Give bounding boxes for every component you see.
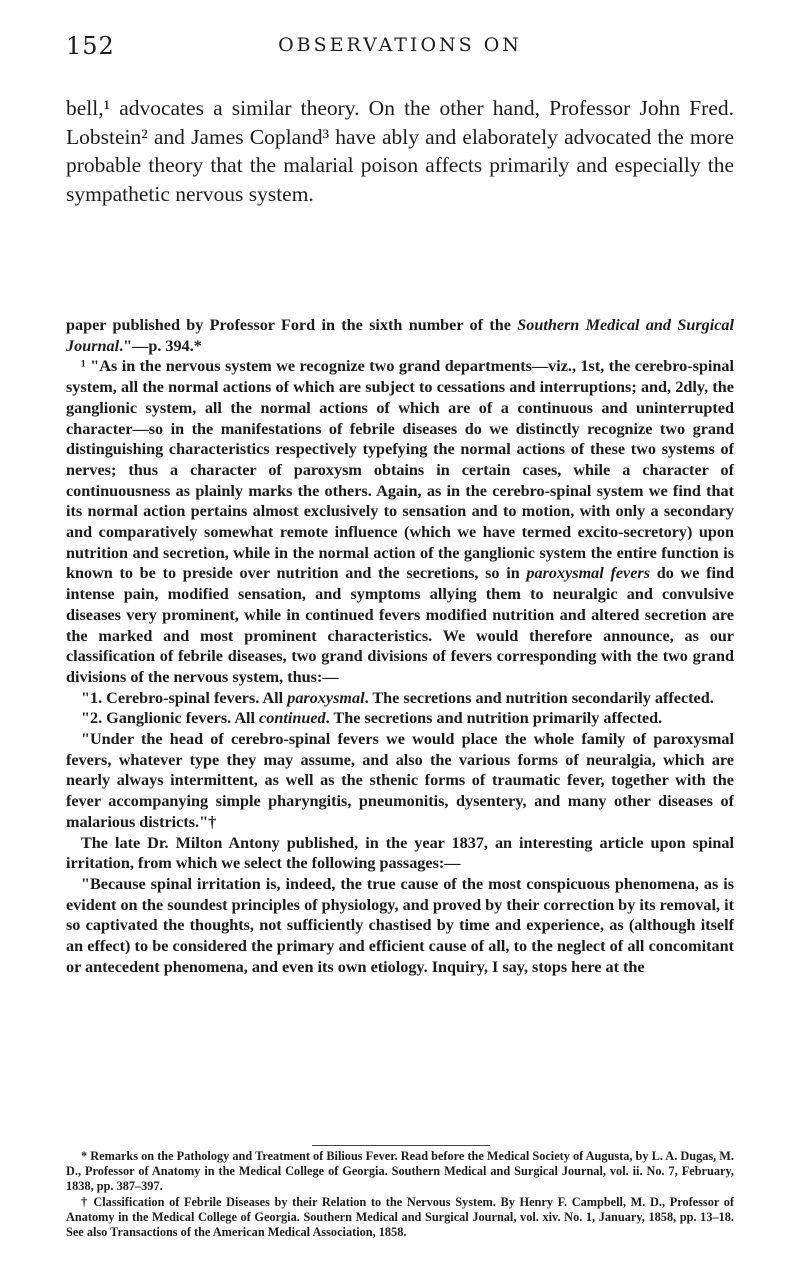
note-1-text-a: ¹ "As in the nervous system we recognize two grand departments—viz., 1st, the cerebro-spinal system, all the normal actions of which are subject to cessations and interruptions; and, 2dly, the ganglionic system, all the normal actions of which are of a continuous and uninterrupted character—so in the manifestations of febrile diseases do we distinctly recognize two grand distinguishing characteristics respectively typefying the normal actions of these two systems of nerves; thus a character of paroxysm obtains in certain cases, while a character of continuousness as plainly marks the others. Again, as in the cerebro-spinal system we find that its normal action pertains almost exclusively to sensation and to motion, with only a secondary and comparatively somewhat remote influence (which we have termed excito-secretory) upon nutrition and secretion, while in the normal action of the ganglionic system the entire function is known to be to preside over nutrition and the secretions, so in (66, 357, 734, 583)
note-1-emphasis: paroxysmal fevers (526, 564, 651, 583)
footnote-dagger: † Classification of Febrile Diseases by their Relation to the Nervous System. By Henry F. Campbell, M. D., Professor of Anatomy in the Medical College of Georgia. Southern Medical and Surgical Journal, vol. xiv. No. 1, January, 1858, pp. 13–18. See also Transactions of the American Medical Association, 1858. (66, 1194, 734, 1240)
page-header (66, 32, 734, 62)
note-continuation (66, 315, 734, 356)
page-number: 152 (66, 32, 115, 60)
main-text (66, 94, 734, 208)
notes-block (66, 315, 734, 978)
classification-item-1 (66, 688, 734, 709)
item-2-text-a: "2. Ganglionic fevers. All (81, 709, 260, 728)
item-1-text-a: "1. Cerebro-spinal fevers. All (81, 688, 288, 707)
classification-item-2 (66, 708, 734, 729)
note-antony: The late Dr. Milton Antony published, in the year 1837, an interesting article upon spinal irritation, from which we select the following passages:— (66, 833, 734, 873)
item-2-text-b: . The secretions and nutrition primarily affected. (325, 709, 663, 728)
item-1-text-b: . The secretions and nutrition secondarily affected. (364, 688, 714, 707)
main-paragraph: bell,¹ advocates a similar theory. On the other hand, Professor John Fred. Lobstein² and James Copland³ have ably and elaborately advocated the more probable theory that the malarial poison affects primarily and especially the sympathetic nervous system. (66, 96, 734, 206)
running-head: OBSERVATIONS ON (278, 34, 522, 56)
footnotes-block (66, 1149, 734, 1240)
journal-title: Southern Medical and Surgical Journal (66, 316, 734, 355)
note-1-text-b: do we find intense pain, modified sensation, and symptoms allying them to neuralgic and convulsive diseases very prominent, while in continued fevers modified nutrition and altered secretion are the marked and most prominent characteristics. We would therefore announce, as our classification of febrile diseases, two grand divisions of fevers corresponding with the two grand divisions of the nervous system, thus:— (66, 564, 734, 686)
note-under-head: "Under the head of cerebro-spinal fevers we would place the whole family of paroxysmal fevers, whatever type they may assume, and also the various forms of neuralgia, which are nearly always intermittent, as well as the sthenic forms of traumatic fever, together with the fever accompanying simple pharyngitis, pneumonitis, dysentery, and many other diseases of malarious districts."† (66, 730, 734, 831)
note-because: "Because spinal irritation is, indeed, the true cause of the most conspicuous phenomena, as is evident on the soundest principles of physiology, and proved by their correction by its removal, it so captivated the thoughts, not sufficiently chastised by time and experience, as (although itself an effect) to be considered the primary and efficient cause of all, to the neglect of all concomitant or antecedent phenomena, and even its own etiology. Inquiry, I say, stops here at the (66, 874, 734, 976)
note-1 (66, 356, 734, 687)
continuation-text-a: paper published by Professor Ford in the sixth number of the (66, 316, 518, 334)
footnote-star: * Remarks on the Pathology and Treatment of Bilious Fever. Read before the Medical Society of Augusta, by L. A. Dugas, M. D., Professor of Anatomy in the Medical College of Georgia. Southern Medical and Surgical Journal, vol. ii. No. 7, February, 1838, pp. 387–397. (66, 1149, 734, 1194)
continuation-text-b: ."—p. 394.* (119, 336, 202, 355)
footnote-divider (312, 1145, 490, 1146)
item-1-emphasis: paroxysmal (287, 688, 365, 707)
item-2-emphasis: continued (259, 709, 326, 728)
